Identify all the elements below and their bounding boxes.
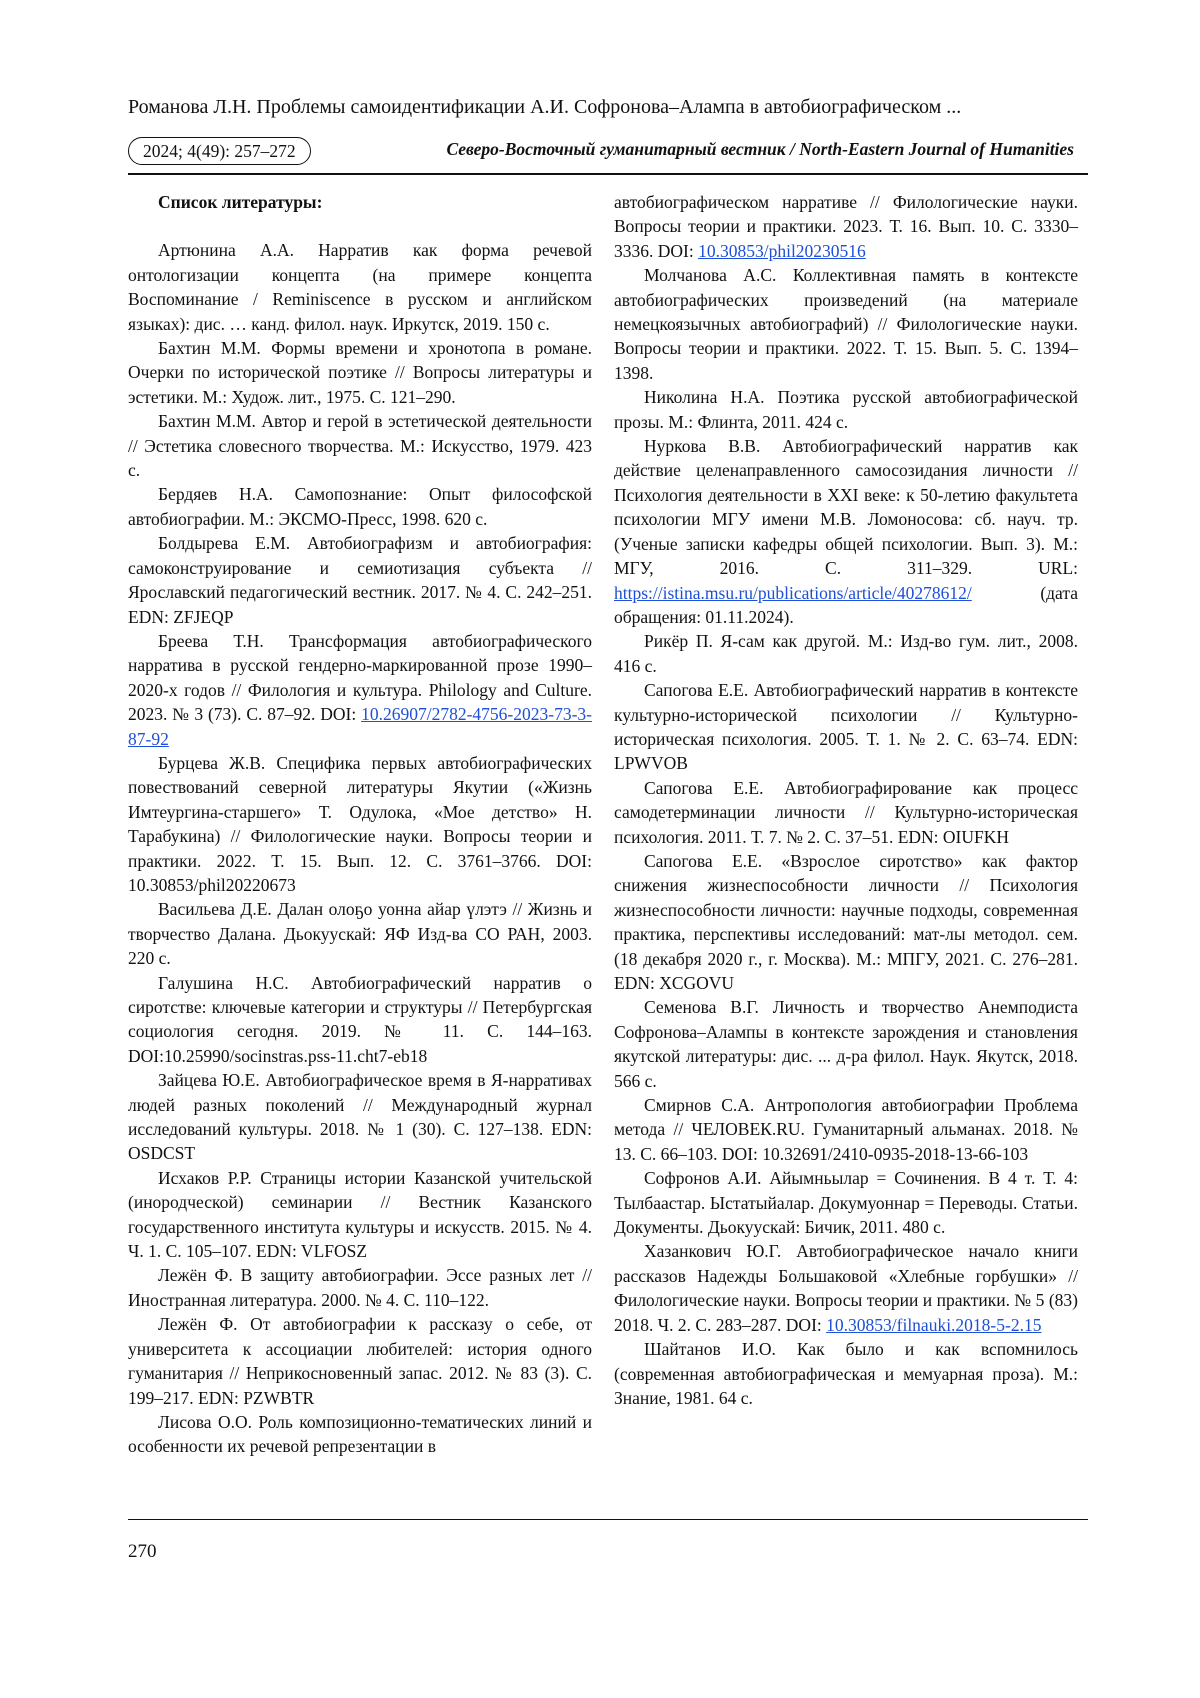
url-link[interactable]: https://istina.msu.ru/publications/article/40278612/ [614, 582, 972, 603]
page-number: 270 [128, 1541, 157, 1562]
reference-item: Лежён Ф. В защиту автобиографии. Эссе разных лет // Иностранная литература. 2000. № 4. С. 110–122. [128, 1265, 592, 1310]
journal-header [128, 137, 1088, 167]
reference-item: Васильева Д.Е. Далан олоҕо уонна айар үлэтэ // Жизнь и творчество Далана. Дьокуускай: ЯФ Изд-ва СО РАН, 2003. 220 с. [128, 899, 592, 969]
reference-item: Галушина Н.С. Автобиографический нарратив о сиротстве: ключевые категории и структуры // Петербургская социология сегодня. 2019. № 11. С. 144–163. DOI:10.25990/socinstras.pss-11.cht7-eb18 [128, 972, 592, 1066]
reference-text: Бреева Т.Н. Трансформация автобиографического нарратива в русской гендерно-маркированной прозе 1990–2020-х годов // Филология и культура. Philology and Culture. 2023. № 3 (73). С. 87–92. DOI: [128, 630, 592, 725]
reference-item: Рикёр П. Я-сам как другой. М.: Изд-во гум. лит., 2008. 416 с. [614, 631, 1078, 676]
reference-item: Бурцева Ж.В. Специфика первых автобиографических повествований северной литературы Якутии («Жизнь Имтеургина-старшего» Т. Одулока, «Мое детство» Н. Тарабукина) // Филологические науки. Вопросы теории и практики. 2022. Т. 15. Вып. 12. С. 3761–3766. DOI: 10.30853/phil20220673 [128, 752, 592, 895]
left-column [128, 190, 592, 1459]
doi-link[interactable]: 10.30853/phil20230516 [698, 240, 866, 261]
reference-item: Смирнов С.А. Антропология автобиографии Проблема метода // ЧЕЛОВЕК.RU. Гуманитарный альманах. 2018. № 13. С. 66–103. DOI: 10.32691/2410-0935-2018-13-66-103 [614, 1095, 1078, 1164]
footer-divider [128, 1519, 1088, 1520]
reference-item: Лежён Ф. От автобиографии к рассказу о себе, от университета к ассоциации любителей: история одного гуманитария // Неприкосновенный запас. 2012. № 83 (3). С. 199–217. EDN: PZWBTR [128, 1314, 592, 1408]
reference-item-continued [614, 190, 1078, 263]
reference-item: Лисова О.О. Роль композиционно-тематических линий и особенности их речевой репрезентации в [128, 1411, 592, 1457]
reference-item [128, 629, 592, 751]
reference-item: Семенова В.Г. Личность и творчество Анемподиста Софронова–Алампы в контексте зарождения и становления якутской литературы: дис. ... д-ра филол. Наук. Якутск, 2018. 566 с. [614, 997, 1078, 1091]
reference-item: Болдырева Е.М. Автобиографизм и автобиография: самоконструирование и семиотизация субъекта // Ярославский педагогический вестник. 2017. № 4. С. 242–251. EDN: ZFJEQP [128, 533, 592, 627]
reference-text: (дата обращения: 01.11.2024). [614, 582, 1078, 627]
journal-title: Северо-Восточный гуманитарный вестник / North-Eastern Journal of Humanities [446, 139, 1074, 159]
reference-item: Сапогова Е.Е. «Взрослое сиротство» как фактор снижения жизнеспособности личности // Психология жизнеспособности личности: научные подходы, современная практика, перспективы исследований: мат-лы методол. сем. (18 декабря 2020 г., г. Москва). М.: МПГУ, 2021. С. 276–281. EDN: XCGOVU [614, 850, 1078, 993]
reference-item: Шайтанов И.О. Как было и как вспомнилось (современная автобиографическая и мемуарная проза). М.: Знание, 1981. 64 с. [614, 1339, 1078, 1408]
reference-item: Сапогова Е.Е. Автобиографический нарратив в контексте культурно-исторической психологии // Культурно-историческая психология. 2005. Т. 1. № 2. С. 63–74. EDN: LPWVOB [614, 680, 1078, 774]
reference-item: Исхаков Р.Р. Страницы истории Казанской учительской (инородческой) семинарии // Вестник Казанского государственного института культуры и искусств. 2015. № 4. Ч. 1. С. 105–107. EDN: VLFOSZ [128, 1167, 592, 1262]
reference-item: Молчанова А.С. Коллективная память в контексте автобиографических произведений (на материале немецкоязычных автобиографий) // Филологические науки. Вопросы теории и практики. 2022. Т. 15. Вып. 5. С. 1394–1398. [614, 265, 1078, 383]
doi-link[interactable]: 10.30853/filnauki.2018-5-2.15 [826, 1314, 1042, 1335]
reference-text: автобиографическом нарративе // Филологические науки. Вопросы теории и практики. 2023. Т. 16. Вып. 10. С. 3330–3336. DOI: [614, 192, 1078, 261]
header-divider [128, 173, 1088, 175]
issue-badge: 2024; 4(49): 257–272 [128, 137, 311, 165]
reference-item [614, 434, 1078, 629]
reference-item: Бахтин М.М. Автор и герой в эстетической деятельности // Эстетика словесного творчества. М.: Искусство, 1979. 423 с. [128, 411, 592, 481]
doi-link[interactable]: 10.26907/2782-4756-2023-73-3-87-92 [128, 704, 592, 749]
reference-text: Хазанкович Ю.Г. Автобиографическое начало книги рассказов Надежды Большаковой «Хлебные горбушки» // Филологические науки. Вопросы теории и практики. № 5 (83) 2018. Ч. 2. С. 283–287. DOI: [614, 1241, 1078, 1335]
reference-item: Бердяев Н.А. Самопознание: Опыт философской автобиографии. М.: ЭКСМО-Пресс, 1998. 620 с. [128, 484, 592, 529]
reference-item: Сапогова Е.Е. Автобиографирование как процесс самодетерминации личности // Культурно-историческая психология. 2011. Т. 7. № 2. С. 37–51. EDN: OIUFKH [614, 777, 1078, 847]
running-title: Романова Л.Н. Проблемы самоидентификации А.И. Софронова–Алампа в автобиографическом ... [128, 96, 962, 118]
reference-item: Бахтин М.М. Формы времени и хронотопа в романе. Очерки по исторической поэтике // Вопросы литературы и эстетики. М.: Худож. лит., 1975. С. 121–290. [128, 338, 592, 407]
right-column [614, 190, 1078, 1410]
reference-item: Софронов А.И. Айымньылар = Сочинения. В 4 т. Т. 4: Тылбаастар. Ыстатыйалар. Докумуоннар = Переводы. Статьи. Документы. Дьокуускай: Бичик, 2011. 480 с. [614, 1168, 1078, 1238]
reference-item: Зайцева Ю.Е. Автобиографическое время в Я-нарративах людей разных поколений // Международный журнал исследований культуры. 2018. № 1 (30). С. 127–138. EDN: OSDCST [128, 1070, 592, 1164]
reference-item: Артюнина А.А. Нарратив как форма речевой онтологизации концепта (на примере концепта Воспоминание / Reminiscence в русском и английском языках): дис. … канд. филол. наук. Иркутск, 2019. 150 с. [128, 240, 592, 334]
reference-text: Нуркова В.В. Автобиографический нарратив как действие целенаправленного самосозидания личности // Психология деятельности в XXI веке: к 50-летию факультета психологии МГУ имени М.В. Ломоносова: сб. науч. тр. (Ученые записки кафедры общей психологии. Вып. 3). М.: МГУ, 2016. С. 311–329. URL: [614, 436, 1078, 579]
reference-item: Николина Н.А. Поэтика русской автобиографической прозы. М.: Флинта, 2011. 424 с. [614, 387, 1078, 432]
reference-item [614, 1239, 1078, 1337]
references-heading: Список литературы: [158, 192, 323, 212]
